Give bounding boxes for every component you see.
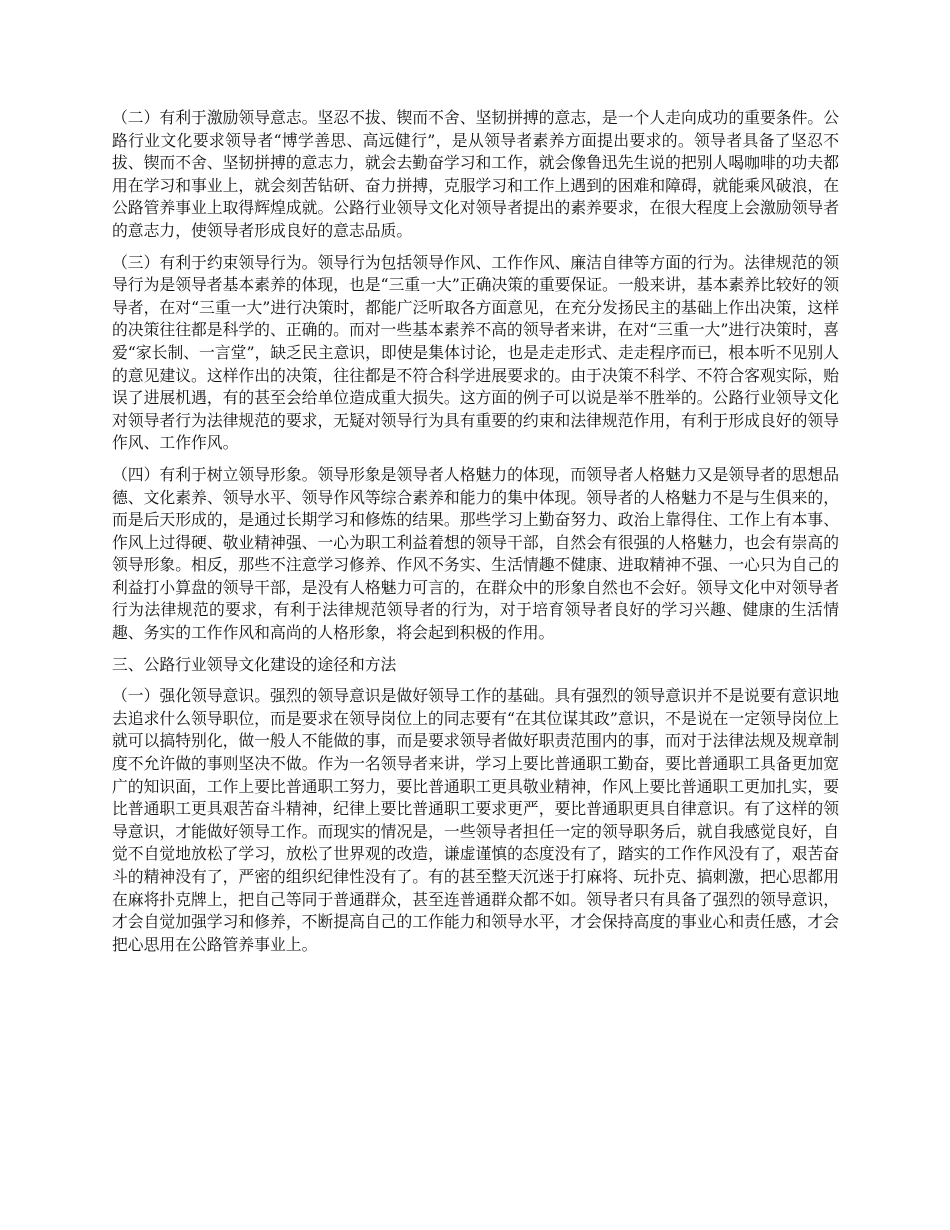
- section-heading: 三、公路行业领导文化建设的途径和方法: [112, 654, 397, 674]
- paragraph-constrain-behavior: （三）有利于约束领导行为。领导行为包括领导作风、工作作风、廉洁自律等方面的行为。法律规范的领导行为是领导者基本素养的体现，也是“三重一大”正确决策的重要保证。一般来讲，基本素养比较好的领导者，在对“三重一大”进行决策时，都能广泛听取各方面意见，在充分发扬民主的基础上作出决策，这样的决策往往都是科学的、正确的。而对一些基本素养不高的领导者来讲，在对“三重一大”进行决策时，喜爱“家长制、一言堂”，缺乏民主意识，即使是集体讨论，也是走走形式、走走程序而已，根本听不见别人的意见建议。这样作出的决策，往往都是不符合科学进展要求的。由于决策不科学、不符合客观实际，贻误了进展机遇，有的甚至会给单位造成重大损失。这方面的例子可以说是举不胜举的。公路行业领导文化对领导者行为法律规范的要求，无疑对领导行为具有重要的约束和法律规范作用，有利于形成良好的领导作风、工作作风。: [112, 252, 840, 453]
- document-body: [112, 107, 839, 965]
- paragraph-leadership-awareness: （一）强化领导意识。强烈的领导意识是做好领导工作的基础。具有强烈的领导意识并不是说要有意识地去追求什么领导职位，而是要求在领导岗位上的同志要有“在其位谋其政”意识，不是说在一定领导岗位上就可以搞特别化，做一般人不能做的事，而是要求领导者做好职责范围内的事，而对于法律法规及规章制度不允许做的事则坚决不做。作为一名领导者来讲，学习上要比普通职工勤奋，要比普通职工具备更加宽广的知识面，工作上要比普通职工努力，要比普通职工更具敬业精神，作风上要比普通职工更加扎实，要比普通职工更具艰苦奋斗精神，纪律上要比普通职工要求更严，要比普通职更具自律意识。有了这样的领导意识，才能做好领导工作。而现实的情况是，一些领导者担任一定的领导职务后，就自我感觉良好，自觉不自觉地放松了学习，放松了世界观的改造，谦虚谨慎的态度没有了，踏实的工作作风没有了，艰苦奋斗的精神没有了，严密的组织纪律性没有了。有的甚至整天沉迷于打麻将、玩扑克、搞刺激，把心思都用在麻将扑克牌上，把自己等同于普通群众，甚至连普通群众都不如。领导者只有具备了强烈的领导意识，才会自觉加强学习和修养，不断提高自己的工作能力和领导水平，才会保持高度的事业心和责任感，才会把心思用在公路管养事业上。: [112, 686, 840, 954]
- paragraph-motivate-will: （二）有利于激励领导意志。坚忍不拔、锲而不舍、坚韧拼搏的意志，是一个人走向成功的重要条件。公路行业文化要求领导者“博学善思、高远健行”，是从领导者素养方面提出要求的。领导者具备了坚忍不拔、锲而不舍、坚韧拼搏的意志力，就会去勤奋学习和工作，就会像鲁迅先生说的把别人喝咖啡的功夫都用在学习和事业上，就会刻苦钻研、奋力拼搏，克服学习和工作上遇到的困难和障碍，就能乘风破浪，在公路管养事业上取得辉煌成就。公路行业领导文化对领导者提出的素养要求，在很大程度上会激励领导者的意志力，使领导者形成良好的意志品质。: [112, 108, 839, 240]
- paragraph-leadership-image: （四）有利于树立领导形象。领导形象是领导者人格魅力的体现，而领导者人格魅力又是领导者的思想品德、文化素养、领导水平、领导作风等综合素养和能力的集中体现。领导者的人格魅力不是与生俱来的，而是后天形成的，是通过长期学习和修炼的结果。那些学习上勤奋努力、政治上靠得住、工作上有本事、作风上过得硬、敬业精神强、一心为职工利益着想的领导干部，自然会有很强的人格魅力，也会有崇高的领导形象。相反，那些不注意学习修养、作风不务实、生活情趣不健康、进取精神不强、一心只为自己的利益打小算盘的领导干部，是没有人格魅力可言的，在群众中的形象自然也不会好。领导文化中对领导者行为法律规范的要求，有利于法律规范领导者的行为，对于培育领导者良好的学习兴趣、健康的生活情趣、务实的工作作风和高尚的人格形象，将会起到积极的作用。: [112, 464, 839, 643]
